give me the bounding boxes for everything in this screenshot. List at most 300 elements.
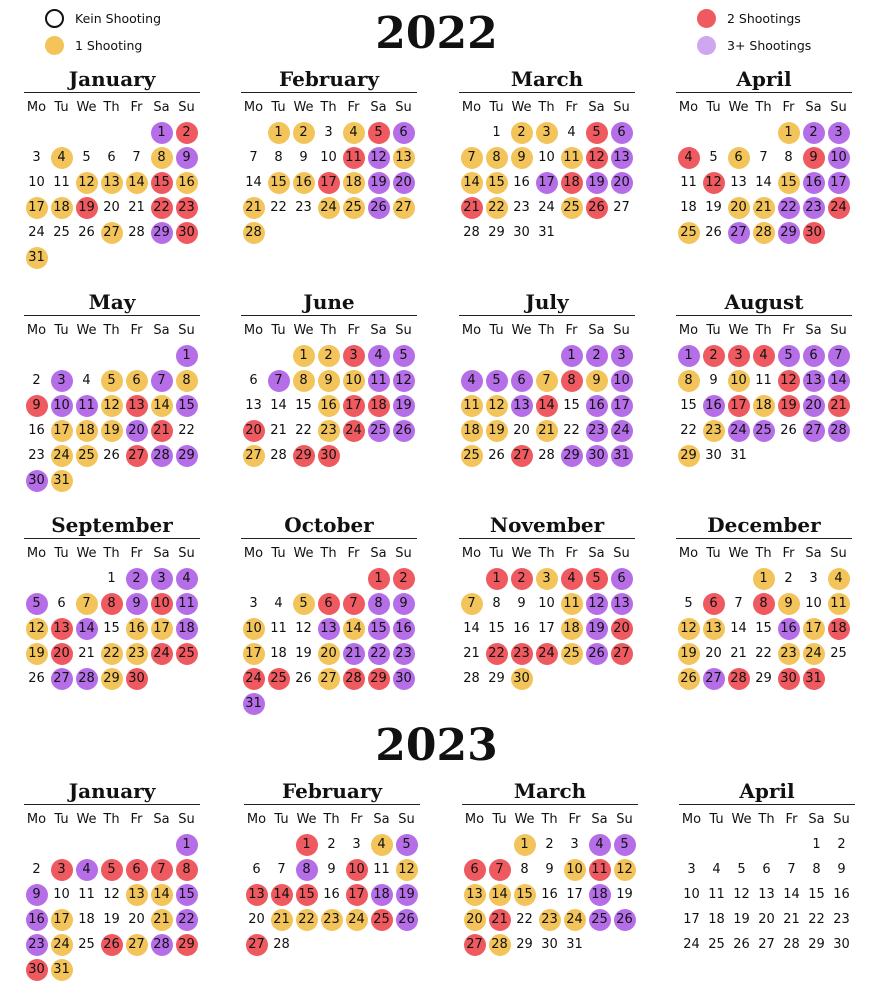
day-cell xyxy=(174,195,199,220)
empty-cell xyxy=(124,343,149,368)
weekday-header: Sa xyxy=(588,100,605,115)
weekday-header: Su xyxy=(613,323,630,338)
weekday-header: Th xyxy=(103,812,120,827)
day-number: 26 xyxy=(678,668,700,690)
day-number: 13 xyxy=(126,395,148,417)
day-cell xyxy=(459,170,484,195)
day-cell xyxy=(124,566,149,591)
day-number: 15 xyxy=(514,884,536,906)
day-number: 3 xyxy=(324,125,333,140)
day-number: 26 xyxy=(705,225,722,240)
day-cell xyxy=(701,666,726,691)
day-cell xyxy=(726,220,751,245)
day-number: 6 xyxy=(464,859,486,881)
day-cell xyxy=(244,932,269,957)
day-cell xyxy=(826,368,851,393)
empty-cell xyxy=(24,120,49,145)
day-cell xyxy=(512,882,537,907)
day-number: 4 xyxy=(176,568,198,590)
day-cell xyxy=(609,616,634,641)
day-cell xyxy=(49,641,74,666)
day-number: 26 xyxy=(586,643,608,665)
weekday-header: Mo xyxy=(464,812,485,827)
day-cell xyxy=(291,343,316,368)
day-number: 19 xyxy=(295,646,312,661)
empty-cell xyxy=(74,343,99,368)
day-number: 30 xyxy=(126,668,148,690)
day-number: 7 xyxy=(277,862,286,877)
day-cell xyxy=(244,907,269,932)
day-number: 13 xyxy=(703,618,725,640)
empty-cell xyxy=(124,120,149,145)
day-number: 1 xyxy=(293,345,315,367)
day-number: 1 xyxy=(812,837,821,852)
day-cell xyxy=(804,832,829,857)
day-cell xyxy=(537,932,562,957)
day-number: 2 xyxy=(318,345,340,367)
day-number: 10 xyxy=(828,147,850,169)
day-number: 5 xyxy=(101,859,123,881)
day-number: 23 xyxy=(703,420,725,442)
day-cell xyxy=(241,195,266,220)
day-cell xyxy=(341,393,366,418)
day-number: 13 xyxy=(611,147,633,169)
day-number: 28 xyxy=(273,937,290,952)
day-cell xyxy=(241,368,266,393)
weekday-header: Tu xyxy=(706,323,721,338)
day-cell xyxy=(776,393,801,418)
day-cell xyxy=(394,857,419,882)
weekday-header: Sa xyxy=(805,323,822,338)
weekday-header: Fr xyxy=(565,100,578,115)
day-number: 3 xyxy=(151,568,173,590)
weekday-header: Mo xyxy=(243,546,264,561)
day-number: 3 xyxy=(570,837,579,852)
day-cell xyxy=(537,882,562,907)
day-cell xyxy=(534,591,559,616)
day-cell xyxy=(174,566,199,591)
day-cell xyxy=(99,882,124,907)
day-cell xyxy=(24,907,49,932)
day-number: 15 xyxy=(755,621,772,636)
day-cell xyxy=(562,882,587,907)
day-number: 27 xyxy=(703,668,725,690)
day-cell xyxy=(509,566,534,591)
day-cell xyxy=(316,145,341,170)
day-number: 12 xyxy=(733,887,750,902)
day-cell xyxy=(612,857,637,882)
day-cell xyxy=(316,368,341,393)
day-number: 3 xyxy=(249,596,258,611)
day-number: 27 xyxy=(393,197,415,219)
day-number: 23 xyxy=(393,643,415,665)
day-number: 18 xyxy=(270,646,287,661)
day-cell xyxy=(149,418,174,443)
day-number: 10 xyxy=(611,370,633,392)
day-cell xyxy=(149,641,174,666)
day-number: 18 xyxy=(78,912,95,927)
day-number: 11 xyxy=(368,370,390,392)
day-number: 9 xyxy=(803,147,825,169)
day-cell xyxy=(776,170,801,195)
day-number: 23 xyxy=(295,200,312,215)
day-cell xyxy=(174,220,199,245)
month-august-2022 xyxy=(676,289,852,468)
day-number: 21 xyxy=(78,646,95,661)
day-cell xyxy=(679,932,704,957)
weekday-header: Th xyxy=(103,546,120,561)
day-number: 22 xyxy=(295,423,312,438)
day-number: 29 xyxy=(516,937,533,952)
day-number: 12 xyxy=(26,618,48,640)
day-cell xyxy=(149,170,174,195)
day-cell xyxy=(99,418,124,443)
month-grid xyxy=(24,541,200,691)
day-cell xyxy=(609,393,634,418)
weekday-header: Mo xyxy=(678,100,699,115)
day-number: 30 xyxy=(778,668,800,690)
day-cell xyxy=(24,957,49,982)
weekday-header: Th xyxy=(320,100,337,115)
day-number: 6 xyxy=(393,122,415,144)
month-grid xyxy=(679,807,855,957)
day-number: 5 xyxy=(396,834,418,856)
day-number: 30 xyxy=(833,937,850,952)
day-number: 14 xyxy=(755,175,772,190)
weekday-header: Fr xyxy=(782,100,795,115)
day-number: 12 xyxy=(778,370,800,392)
weekday-header: We xyxy=(731,812,752,827)
day-cell xyxy=(319,882,344,907)
day-cell xyxy=(266,591,291,616)
day-cell xyxy=(804,882,829,907)
day-cell xyxy=(559,641,584,666)
day-number: 17 xyxy=(318,172,340,194)
day-number: 30 xyxy=(393,668,415,690)
day-cell xyxy=(559,616,584,641)
day-cell xyxy=(316,616,341,641)
empty-cell xyxy=(149,343,174,368)
day-number: 30 xyxy=(705,448,722,463)
day-cell xyxy=(24,932,49,957)
month-february-2022 xyxy=(241,66,417,245)
day-cell xyxy=(829,882,854,907)
day-cell xyxy=(241,591,266,616)
day-number: 8 xyxy=(368,593,390,615)
day-number: 26 xyxy=(733,937,750,952)
month-grid xyxy=(241,541,417,716)
weekday-header: Su xyxy=(178,100,195,115)
day-cell xyxy=(366,418,391,443)
day-cell xyxy=(776,666,801,691)
day-number: 24 xyxy=(28,225,45,240)
day-cell xyxy=(124,641,149,666)
day-cell xyxy=(344,832,369,857)
day-cell xyxy=(801,195,826,220)
weekday-header: Tu xyxy=(54,546,69,561)
day-number: 11 xyxy=(176,593,198,615)
day-cell xyxy=(609,120,634,145)
day-cell xyxy=(701,170,726,195)
weekday-header: Sa xyxy=(370,100,387,115)
day-cell xyxy=(679,907,704,932)
day-number: 22 xyxy=(680,423,697,438)
day-cell xyxy=(369,832,394,857)
day-cell xyxy=(149,591,174,616)
day-number: 19 xyxy=(103,912,120,927)
day-cell xyxy=(74,666,99,691)
day-cell xyxy=(294,857,319,882)
empty-cell xyxy=(74,832,99,857)
day-cell xyxy=(391,393,416,418)
month-title: December xyxy=(707,513,821,537)
day-cell xyxy=(266,443,291,468)
day-number: 16 xyxy=(28,423,45,438)
day-cell xyxy=(487,857,512,882)
day-cell xyxy=(776,418,801,443)
day-cell xyxy=(676,195,701,220)
day-number: 7 xyxy=(759,150,768,165)
day-cell xyxy=(24,882,49,907)
day-number: 11 xyxy=(53,175,70,190)
day-cell xyxy=(149,882,174,907)
day-cell xyxy=(74,591,99,616)
day-number: 20 xyxy=(318,643,340,665)
day-number: 18 xyxy=(828,618,850,640)
day-cell xyxy=(99,857,124,882)
day-number: 7 xyxy=(151,370,173,392)
day-cell xyxy=(776,368,801,393)
day-cell xyxy=(291,368,316,393)
day-number: 17 xyxy=(51,420,73,442)
day-cell xyxy=(801,566,826,591)
day-number: 20 xyxy=(51,643,73,665)
day-cell xyxy=(49,418,74,443)
day-cell xyxy=(124,418,149,443)
day-number: 19 xyxy=(705,200,722,215)
day-cell xyxy=(49,857,74,882)
day-cell xyxy=(124,616,149,641)
weekday-header: We xyxy=(293,546,314,561)
day-number: 2 xyxy=(837,837,846,852)
day-cell xyxy=(701,343,726,368)
day-cell xyxy=(366,195,391,220)
day-number: 9 xyxy=(26,395,48,417)
day-number: 12 xyxy=(703,172,725,194)
day-number: 4 xyxy=(51,147,73,169)
weekday-header: Mo xyxy=(26,812,47,827)
weekday-header: Tu xyxy=(54,100,69,115)
day-cell xyxy=(562,907,587,932)
day-cell xyxy=(701,616,726,641)
day-number: 24 xyxy=(51,934,73,956)
day-number: 8 xyxy=(753,593,775,615)
day-cell xyxy=(24,591,49,616)
day-number: 28 xyxy=(151,445,173,467)
weekday-header: Su xyxy=(178,812,195,827)
weekday-header: Fr xyxy=(130,546,143,561)
day-cell xyxy=(609,418,634,443)
month-title: April xyxy=(736,67,792,91)
day-cell xyxy=(174,857,199,882)
day-cell xyxy=(316,195,341,220)
day-number: 29 xyxy=(488,671,505,686)
day-cell xyxy=(534,368,559,393)
month-grid xyxy=(459,318,635,468)
day-cell xyxy=(291,170,316,195)
day-cell xyxy=(776,145,801,170)
day-number: 20 xyxy=(243,420,265,442)
weekday-header: Fr xyxy=(565,546,578,561)
day-number: 22 xyxy=(101,643,123,665)
day-cell xyxy=(559,393,584,418)
day-cell xyxy=(269,932,294,957)
day-number: 14 xyxy=(270,398,287,413)
day-number: 21 xyxy=(461,197,483,219)
day-cell xyxy=(174,932,199,957)
day-cell xyxy=(534,170,559,195)
day-number: 7 xyxy=(461,593,483,615)
day-number: 20 xyxy=(705,646,722,661)
day-cell xyxy=(676,443,701,468)
day-cell xyxy=(776,641,801,666)
empty-cell xyxy=(74,120,99,145)
day-cell xyxy=(826,120,851,145)
day-number: 5 xyxy=(82,150,91,165)
day-cell xyxy=(462,932,487,957)
day-cell xyxy=(366,368,391,393)
day-number: 30 xyxy=(586,445,608,467)
day-number: 5 xyxy=(26,593,48,615)
day-cell xyxy=(726,170,751,195)
day-number: 20 xyxy=(248,912,265,927)
day-number: 7 xyxy=(734,596,743,611)
day-number: 27 xyxy=(246,934,268,956)
month-title: October xyxy=(284,513,374,537)
day-cell xyxy=(391,566,416,591)
day-cell xyxy=(344,882,369,907)
day-cell xyxy=(726,443,751,468)
day-number: 14 xyxy=(76,618,98,640)
day-number: 6 xyxy=(107,150,116,165)
day-cell xyxy=(341,591,366,616)
month-title: January xyxy=(68,67,156,91)
weekday-header: Tu xyxy=(709,812,724,827)
day-number: 29 xyxy=(176,934,198,956)
empty-cell xyxy=(24,832,49,857)
day-cell xyxy=(341,145,366,170)
day-cell xyxy=(49,368,74,393)
day-cell xyxy=(484,170,509,195)
month-divider xyxy=(241,315,417,316)
day-number: 24 xyxy=(803,643,825,665)
day-cell xyxy=(459,641,484,666)
day-cell xyxy=(801,418,826,443)
day-number: 2 xyxy=(703,345,725,367)
day-number: 12 xyxy=(678,618,700,640)
day-number: 14 xyxy=(783,887,800,902)
weekday-header: Mo xyxy=(461,100,482,115)
day-cell xyxy=(174,616,199,641)
day-number: 29 xyxy=(778,222,800,244)
day-cell xyxy=(534,195,559,220)
month-september-2022 xyxy=(24,512,200,691)
day-cell xyxy=(701,393,726,418)
weekday-header: Fr xyxy=(130,100,143,115)
day-number: 28 xyxy=(783,937,800,952)
day-cell xyxy=(801,220,826,245)
day-number: 31 xyxy=(51,470,73,492)
month-divider xyxy=(241,92,417,93)
day-cell xyxy=(679,857,704,882)
day-number: 9 xyxy=(393,593,415,615)
day-number: 6 xyxy=(318,593,340,615)
day-cell xyxy=(609,591,634,616)
day-cell xyxy=(124,145,149,170)
day-cell xyxy=(124,393,149,418)
day-cell xyxy=(826,343,851,368)
month-grid xyxy=(24,318,200,493)
day-number: 6 xyxy=(511,370,533,392)
day-number: 24 xyxy=(343,420,365,442)
day-cell xyxy=(366,343,391,368)
day-number: 17 xyxy=(803,618,825,640)
day-number: 10 xyxy=(53,887,70,902)
day-cell xyxy=(512,832,537,857)
empty-cell xyxy=(726,120,751,145)
day-cell xyxy=(704,907,729,932)
weekday-header: Mo xyxy=(681,812,702,827)
day-cell xyxy=(612,832,637,857)
empty-cell xyxy=(754,832,779,857)
day-number: 27 xyxy=(803,420,825,442)
day-number: 16 xyxy=(323,887,340,902)
weekday-header: We xyxy=(728,546,749,561)
day-number: 4 xyxy=(371,834,393,856)
weekday-header: We xyxy=(76,812,97,827)
day-number: 8 xyxy=(176,370,198,392)
month-march-2023 xyxy=(462,778,638,957)
day-number: 10 xyxy=(51,395,73,417)
day-cell xyxy=(391,641,416,666)
weekday-header: Mo xyxy=(243,323,264,338)
day-number: 18 xyxy=(561,618,583,640)
day-number: 2 xyxy=(393,568,415,590)
day-number: 2 xyxy=(803,122,825,144)
day-cell xyxy=(751,418,776,443)
empty-cell xyxy=(24,343,49,368)
weekday-header: Sa xyxy=(370,323,387,338)
day-cell xyxy=(366,641,391,666)
day-cell xyxy=(537,832,562,857)
day-number: 10 xyxy=(28,175,45,190)
day-number: 14 xyxy=(536,395,558,417)
day-cell xyxy=(24,195,49,220)
day-number: 29 xyxy=(488,225,505,240)
day-cell xyxy=(559,566,584,591)
day-cell xyxy=(829,907,854,932)
day-cell xyxy=(484,195,509,220)
empty-cell xyxy=(49,120,74,145)
day-cell xyxy=(509,393,534,418)
weekday-header: Th xyxy=(755,100,772,115)
day-number: 15 xyxy=(176,884,198,906)
day-cell xyxy=(676,418,701,443)
day-cell xyxy=(804,932,829,957)
day-number: 23 xyxy=(318,420,340,442)
day-cell xyxy=(24,666,49,691)
day-number: 2 xyxy=(545,837,554,852)
